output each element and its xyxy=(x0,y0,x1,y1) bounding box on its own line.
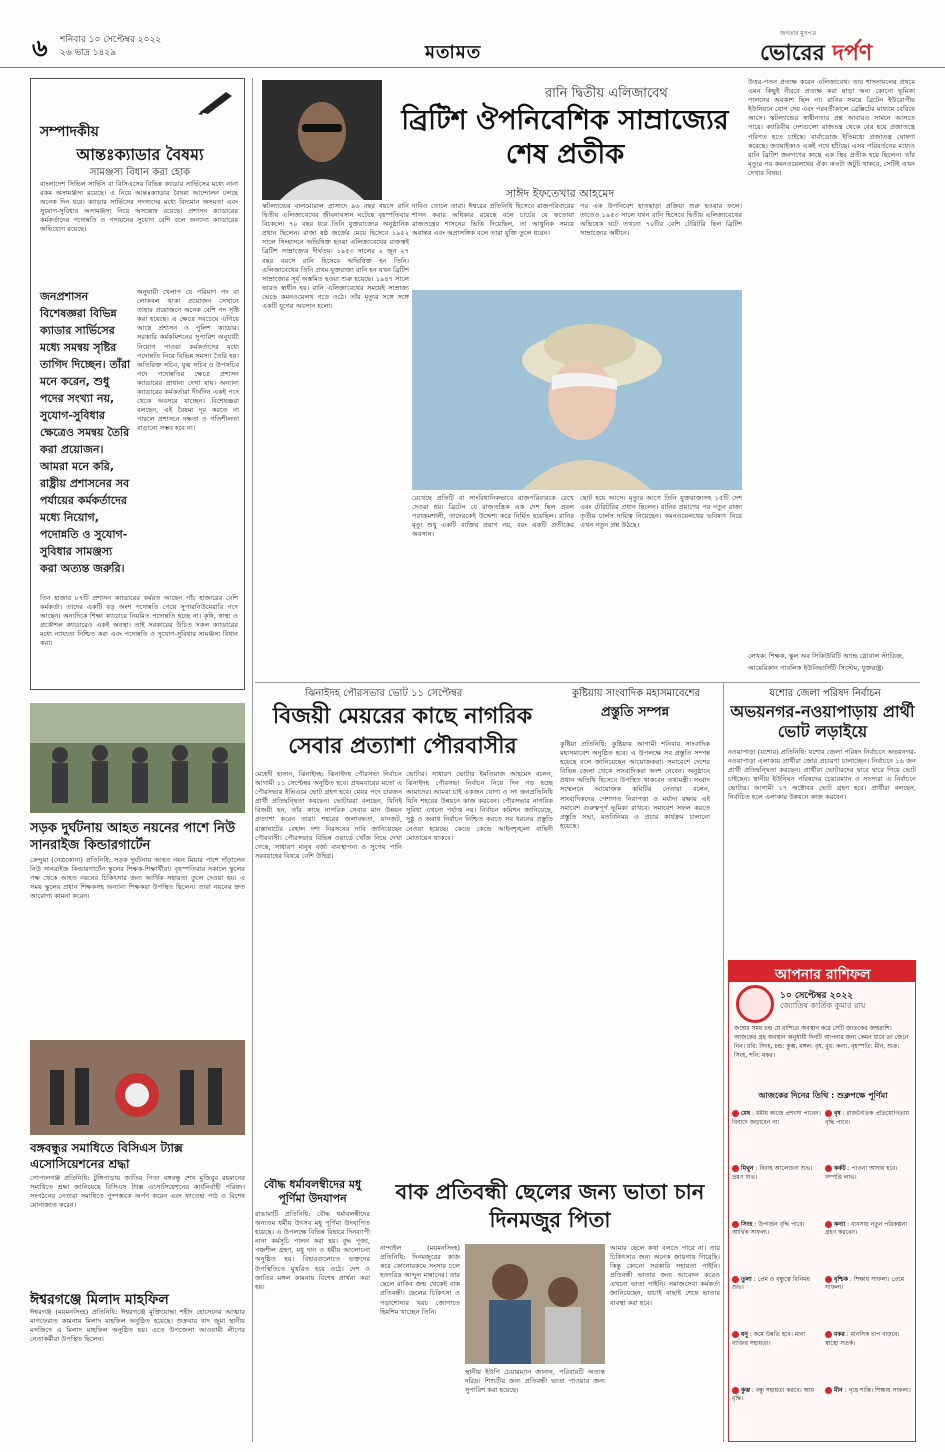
horoscope-sign xyxy=(732,1110,821,1163)
sign-name: তুলা xyxy=(741,1275,752,1283)
zodiac-sign-icon xyxy=(825,1165,832,1172)
buddhist-body: রাঙামাটি প্রতিনিধি: বৌদ্ধ ধর্মাবলম্বীদের অন্যতম ধর্মীয় উৎসব মধু পূর্ণিমা উদযাপিত হয়েছে। এ উপলক্ষে বিভিন্ন বিহারে দিনব্যাপী নানা কর্মসূচি পালন করা হয়। বুদ্ধ পূজা, পঞ্চশীল গ্রহণ, মধু দান ও ধর্মীয় আলোচনা অনুষ্ঠিত হয়। বিহারগুলোতে ভক্তদের উপস্থিতিতে মুখরিত হয়ে ওঠে। দেশ ও জাতির মঙ্গল কামনায় বিশেষ প্রার্থনা করা হয়। xyxy=(255,1210,370,1291)
sign-name: মীন xyxy=(834,1386,843,1394)
tribute-headline: বঙ্গবন্ধুর সমাধিতে বিসিএস ট্যাক্স এসোসিয়েশনের শ্রদ্ধা xyxy=(30,1141,183,1171)
milad-body: ঈশ্বরগঞ্জ (ময়মনসিংহ) প্রতিনিধি: ঈশ্বরগঞ্জে মুক্তিযোদ্ধা শহীদ হোসেনের আত্মার মাগফেরাত কামনায় মিলাদ মাহফিল অনুষ্ঠিত হয়েছে। শুক্রবার বাদ জুমা স্থানীয় মসজিদে এ মিলাদ মাহফিল অনুষ্ঠিত হয়। এতে উপজেলা আওয়ামী লীগের নেতাকর্মীরা উপস্থিত ছিলেন। xyxy=(30,1308,245,1344)
mayor-column: মেহেদী হাসান, ঝিনাইদহ: ঝিনাইদহ পৌরসভা নির্বাচন আগামী ১১ সেপ্টেম্বর অনুষ্ঠিত হবে। প্রথমবারের মতো এ পৌরসভায় ইভিএমে ভোট গ্রহণ হবে। মেয়র পদে চারজন প্রার্থী প্রতিদ্বন্দ্বিতা করছেন। ভোটাররা বলছেন, যিনিই বিজয়ী হন, তাঁর কাছে নাগরিক সেবার মান উন্নয়ন প্রত্যাশা করেন তারা। শহরের জলাবদ্ধতা, যানজট, রাস্তাঘাটের বেহাল দশা নিরসনের দাবি জানিয়েছেন পৌরবাসী। পৌরসভার বিভিন্ন ওয়ার্ডে খোঁজ নিয়ে দেখা গেছে, সাধারণ মানুষ বর্জ্য ব্যবস্থাপনা ও সুপেয় পানি সরবরাহের বিষয়ে বেশি উদ্বিগ্ন। xyxy=(255,770,402,860)
sign-name: মকর xyxy=(834,1331,845,1339)
disabled-column: স্থানীয় ইউপি চেয়ারম্যান জানান, পরিবারটি অত্যন্ত দরিদ্র। শিশুটির জন্য প্রতিবন্ধী ভাতা পাওয়ার জন্য সুপারিশ করা হয়েছে। xyxy=(465,1368,605,1395)
sign-name: সিংহ xyxy=(741,1220,753,1228)
press-body: কুষ্টিয়া প্রতিনিধি: কুষ্টিয়ায় আগামী শনিবার সাংবাদিক মহাসমাবেশ অনুষ্ঠিত হবে। এ উপলক্ষে সব প্রস্তুতি সম্পন্ন হয়েছে বলে জানিয়েছেন আয়োজকরা। সমাবেশে দেশের বিভিন্ন জেলা থেকে সাংবাদিকরা অংশ নেবেন। অনুষ্ঠানে প্রধান অতিথি হিসেবে উপস্থিত থাকবেন তথ্যমন্ত্রী। সংবাদ সম্মেলনে আয়োজক কমিটির নেতারা বলেন, সাংবাদিকদের পেশাগত নিরাপত্তা ও মর্যাদা রক্ষায় এই সমাবেশ গুরুত্বপূর্ণ ভূমিকা রাখবে। সমাবেশ সফল করতে প্রস্তুতি সভা, মতবিনিময় ও প্রচার কার্যক্রম চালানো হয়েছে। xyxy=(560,740,710,830)
sign-name: কুম্ভ xyxy=(741,1386,750,1394)
sign-text: : ব্যবসায় নতুন পরিকল্পনা গ্রহণ করবেন। xyxy=(825,1220,908,1237)
feature-kicker: রানি দ্বিতীয় এলিজাবেথ xyxy=(545,86,668,101)
sign-text: : শিক্ষায় সাফল্য। প্রেমে সাফল্য। xyxy=(825,1275,905,1292)
sign-text: : ধর্মীয় কাজে প্রশংসা পাবেন। বিবাদে জড়াবেন না। xyxy=(732,1110,821,1126)
sign-text: : প্রেম ও বন্ধুত্বে বিনিময় শুভ। xyxy=(732,1275,810,1292)
feature-byline: সাঈদ ইফতেখার আহমেদ xyxy=(505,187,615,200)
feature-column: উত্তর-পতন প্রত্যক্ষ করেন এলিজাবেথ। তার শাসনামলের প্রথমে এমন কিছুই নীরবে প্রত্যক্ষ করা ছাড়া অন্য কোনো ভূমিকা পালনের অবকাশ ছিল না। রানির সময়ে ব্রিটেন ইউরোপীয় ইউনিয়নে যোগ দেয় এবং পরবর্তীকালে ব্রেক্সিটের মাধ্যমে বেরিয়ে আসে। স্কটল্যান্ডের স্বাধীনতার প্রশ্ন আবারও সামনে আসতে পারে। ক্যারিবীয় দেশগুলো রাজতন্ত্র থেকে বের হয়ে প্রজাতন্ত্রে পরিণত হতে চাইছে। বার্বাডোজ ইতিমধ্যে প্রজাতন্ত্র ঘোষণা করেছে। জ্যামাইকাও একই পথে হাঁটছে। এসব পরিবর্তনের মধ্যেও রানি ব্রিটিশ জনগণের কাছে এক স্থির প্রতীক হয়ে ছিলেন। তাঁর মৃত্যুর পর কমনওয়েলথের ঐক্য কতটা অটুট থাকবে, সেটিই এখন দেখার বিষয়। xyxy=(748,78,915,177)
sign-name: ধনু xyxy=(741,1331,748,1339)
horoscope-author: জ্যোতিষ কার্তিক কুমার রায় xyxy=(780,1001,866,1010)
sign-name: বৃষ xyxy=(834,1110,841,1117)
sign-text: : গৃহে শান্তি। শিক্ষায় সাফল্য। xyxy=(842,1386,911,1394)
sign-name: বৃশ্চিক xyxy=(834,1275,849,1283)
horoscope-sign xyxy=(732,1387,821,1440)
horoscope-signs xyxy=(732,1110,914,1440)
zodiac-sign-icon xyxy=(732,1165,739,1172)
horoscope-sign xyxy=(825,1165,914,1218)
horoscope-sign xyxy=(825,1331,914,1384)
horoscope-sign xyxy=(732,1221,821,1274)
queen-portrait-photo xyxy=(412,290,742,490)
editorial-label: সম্পাদকীয় xyxy=(40,124,99,140)
sign-name: মেষ xyxy=(741,1110,751,1117)
press-headline: প্রস্তুতি সম্পন্ন xyxy=(600,705,670,720)
mayor-headline: বিজয়ী মেয়রের কাছে নাগরিক সেবার প্রত্যাশা পৌরবাসীর xyxy=(272,704,533,759)
zodiac-sign-icon xyxy=(825,1331,832,1338)
zila-kicker: যশোর জেলা পরিষদ নির্বাচন xyxy=(769,688,881,699)
zodiac-wheel-icon xyxy=(736,985,774,1023)
sign-name: কর্কট xyxy=(834,1165,846,1173)
zodiac-sign-icon xyxy=(825,1110,832,1117)
horoscope-sign xyxy=(825,1221,914,1274)
zila-headline: অভয়নগর-নওয়াপাড়ায় প্রার্থী ভোট লড়াইয়ে xyxy=(730,702,915,741)
zila-body: নওয়াপাড়া (যশোর) প্রতিনিধি: যশোর জেলা পরিষদ নির্বাচনে অভয়নগর-নওয়াপাড়া এলাকায় প্রার্থীরা জোর প্রচারণা চালাচ্ছেন। নির্বাচনে ১৬ জন প্রার্থী প্রতিদ্বন্দ্বিতা করছেন। প্রার্থীরা ভোটারদের দ্বারে দ্বারে গিয়ে ভোট চাইছেন। স্থানীয় ইউনিয়ন পরিষদের চেয়ারম্যান ও সদস্যরা এ নির্বাচনে ভোটার। আগামী ১৭ অক্টোবর ভোট গ্রহণ হবে। প্রার্থীরা বলছেন, নির্বাচিত হলে এলাকার উন্নয়নে কাজ করবেন। xyxy=(728,748,916,802)
editorial-body-continued: অনুযায়ী খেলাপ যে পরিমাণ পদ বা লোকবল থাকা প্রয়োজন সেখানে তাহার প্রয়োজনে অনেক বেশি পদ সৃষ্টি করা হয়েছে। এ ক্ষেত্রে সবচেয়ে এগিয়ে আছে প্রশাসন ও পুলিশ ক্যাডার। সরকারি কর্মকমিশনের সুপারিশ অনুযায়ী নিয়োগ পাওয়া কর্মকর্তাদের মধ্যে পদোন্নতি নিয়ে বিভিন্ন সমস্যা তৈরি হয়। অতিরিক্ত সচিব, যুগ্ম সচিব ও উপসচিব পদে পদোন্নতির ক্ষেত্রে প্রশাসন ক্যাডারের প্রাধান্য দেখা যায়। অন্যান্য ক্যাডারের কর্মকর্তারা দীর্ঘদিন একই পদে থেকে অবসরে যাচ্ছেন। বিশেষজ্ঞরা বলছেন, এই বৈষম্য দূর করতে না পারলে প্রশাসনে দক্ষতা ও গতিশীলতা বাড়ানো সম্ভব হবে না। xyxy=(137,288,239,433)
tribute-body: গোপালগঞ্জ প্রতিনিধি: টুঙ্গিপাড়ায় জাতির পিতা বঙ্গবন্ধু শেখ মুজিবুর রহমানের সমাধিতে শ্রদ্ধা জানিয়েছে বিসিএস ট্যাক্স এসোসিয়েশনের কার্যনির্বাহী পরিষদ। সংগঠনের নেতারা সমাধিতে পুষ্পস্তবক অর্পণ করেন এবং ফাতেহা পাঠ ও বিশেষ মোনাজাত করেন। xyxy=(30,1174,245,1210)
horoscope-sign xyxy=(825,1110,914,1163)
feature-column: রেখেছে প্রতিটি বা সাংবিধানিকভাবে রাজপরিবারকে রেখে দেওয়া হয়। ব্রিটেন যে রাজতন্ত্রিক এক দেশ ছিল প্রবল পরাক্রমশালী, তাদেরকেই উদ্দেশ্য করে নির্মিত হয়েছিল। রানির মৃত্যু শুধু একটি ব্যক্তির প্রয়াণ নয়, বরং একটি প্রতীকের অবসান। xyxy=(412,494,574,539)
sign-text: : বন্ধু সহায়তা করবে। আয় বৃদ্ধি। xyxy=(732,1386,815,1403)
accident-headline: সড়ক দুর্ঘটনায় আহত নয়নের পাশে নিউ সানরাইজ কিন্ডারগার্টেন xyxy=(30,821,236,853)
brand-kicker: জনতার মুখপত্র xyxy=(780,30,817,37)
editorial-headline: আন্তঃক্যাডার বৈষম্য xyxy=(76,145,204,164)
zodiac-sign-icon xyxy=(825,1221,832,1228)
feature-column: দাবিও তোলে তারা। ঈশ্বরের প্রতিনিধি হিসেবে রাজপরিবারের শাসন করার অধিকার রয়েছে বলে চার্চের যে ফতোয়া রাজতন্ত্রের শাসনের ভিত্তি দিয়েছিল, তা আধুনিক সময়ে অবান্তর এবং অপ্রাসঙ্গিক বলে তারা যুক্তি তুলে ধরেন। xyxy=(412,202,574,238)
disabled-headline: বাক প্রতিবন্ধী ছেলের জন্য ভাতা চান দিনমজুর পিতা xyxy=(395,1180,705,1232)
accident-body: কেন্দুয়া (নেত্রকোনা) প্রতিনিধি: সড়ক দুর্ঘটনায় আহত নয়ন মিয়ার পাশে দাঁড়ালেন নিউ সানরাইজ কিন্ডারগার্টেন স্কুলের শিক্ষক-শিক্ষার্থীরা। বৃহস্পতিবার সকালে স্কুলের পক্ষ থেকে আহত নয়নের চিকিৎসার জন্য আর্থিক সহায়তা তুলে দেওয়া হয়। এ সময় স্কুলের প্রধান শিক্ষকসহ অন্যান্য শিক্ষকরা উপস্থিত ছিলেন। তারা নয়নের দ্রুত আরোগ্য কামনা করেন। xyxy=(30,856,245,901)
tribute-photo xyxy=(30,1040,245,1135)
milad-headline: ঈশ্বরগঞ্জে মিলাদ মাহফিল xyxy=(30,1292,169,1308)
column-divider xyxy=(252,78,253,1442)
horoscope-sign xyxy=(732,1331,821,1384)
horoscope-sign xyxy=(732,1276,821,1329)
mayor-kicker: ঝিনাইদহ পৌরসভার ভোট ১১ সেপ্টেম্বর xyxy=(305,688,463,699)
brand-name-right: দর্পণ xyxy=(832,41,873,66)
issue-date-bengali: ২৬ ভাদ্র ১৪২৯ xyxy=(60,48,117,58)
section-divider xyxy=(255,682,920,683)
section-title: মতামত xyxy=(425,42,482,63)
horoscope-title: আপনার রাশিফল xyxy=(775,967,871,983)
zodiac-sign-icon xyxy=(732,1110,739,1117)
issue-date xyxy=(60,34,161,60)
author-photo xyxy=(262,80,382,200)
boys-photo xyxy=(465,1244,605,1364)
sign-name: কন্যা xyxy=(834,1220,846,1228)
zodiac-sign-icon xyxy=(732,1331,739,1338)
zodiac-sign-icon xyxy=(732,1221,739,1228)
feature-column: স্কটল্যান্ডের বালমোরাল প্রাসাদে ৯৬ বছর বয়সে রানি দ্বিতীয় এলিজাবেথের জীবনাবসান ঘটেছে বৃহস্পতিবার বিকেলে। ৭০ বছর ধরে তিনি যুক্তরাজ্যের অনুষ্ঠানিক প্রধান ছিলেন। রাজা ষষ্ঠ জর্জের মেয়ে হিসেবে ১৯৫২ সালে সিংহাসনে অভিষিক্ত হওয়া এলিজাবেথের রাজত্বই ব্রিটিশ সাম্রাজ্যের দীর্ঘতম। ১৯৫৩ সালের ২ জুন ২৭ বছর বয়সে রানি হিসেবে অভিষিক্ত হন তিনি। এলিজাবেথের তিনি প্রথম যুক্তরাজ্য রানি হন যখন ব্রিটিশ সাম্রাজ্যের সূর্য অস্তমিত হওয়া শুরু হয়েছে। ১৯৪৭ সালে ভারত স্বাধীন হয়। রানি এলিজাবেথের সময়েই সাম্রাজ্য ভেঙে কমনওয়েলথ গড়ে ওঠে। তাঁর মৃত্যুর সঙ্গে সঙ্গে একটি যুগের অবসান হলো। xyxy=(262,202,409,311)
page-number: ৬ xyxy=(32,34,48,62)
sign-text: : বিবাহ আলোচনা শুভ। ভ্রমণ শুভ। xyxy=(732,1165,813,1181)
buddhist-headline: বৌদ্ধ ধর্মাবলম্বীদের মধু পূর্ণিমা উদযাপন xyxy=(263,1178,362,1205)
disabled-column: নান্দাইল (ময়মনসিংহ) প্রতিনিধি: দিনমজুরের কাজ করে কোনোরকমে সংসার চলে হতদরিদ্র আব্দুল মান্নানের। তার ছেলে রাকিব জন্ম থেকেই বাক প্রতিবন্ধী। ছেলের চিকিৎসা ও পড়াশোনার খরচ জোগাতে হিমশিম খাচ্ছেন তিনি। xyxy=(380,1244,460,1316)
press-kicker: কুষ্টিয়ায় সাংবাদিক মহাসমাবেশের xyxy=(571,688,701,699)
disabled-column: আমার ছেলে কথা বলতে পারে না। তার চিকিৎসার জন্য অনেক জায়গায় গিয়েছি। কিন্তু কোনো সরকারি সহায়তা পাইনি। প্রতিবন্ধী ভাতার জন্য আবেদন করেও এখনো ভাতা পাইনি। সমাজসেবা কর্মকর্তা জানিয়েছেন, যাচাই বাছাই শেষে ভাতার ব্যবস্থা করা হবে। xyxy=(610,1244,720,1307)
accident-photo xyxy=(30,703,245,813)
editorial-pullquote: জনপ্রশাসন বিশেষজ্ঞরা বিভিন্ন ক্যাডার সার্ভিসের মধ্যে সমন্বয় সৃষ্টির তাগিদ দিচ্ছেন। তাঁরা মনে করেন, শুধু পদের সংখ্যা নয়, সুযোগ-সুবিধার ক্ষেত্রেও সমন্বয় তৈরি করা প্রয়োজন। আমরা মনে করি, রাষ্ট্রীয় প্রশাসনের সব পর্যায়ের কর্মকর্তাদের মধ্যে নিয়োগ, পদোন্নতি ও সুযোগ-সুবিধার সামঞ্জস্য করা অত্যন্ত জরুরি। xyxy=(40,290,131,575)
zodiac-sign-icon xyxy=(825,1387,832,1394)
brand-logo xyxy=(760,36,872,73)
editorial-subhead: সামঞ্জস্য বিধান করা হোক xyxy=(89,167,191,178)
sign-text: : উপার্জন বৃদ্ধি পাবে। আর্থিক সাফল্য। xyxy=(732,1220,805,1237)
sign-text: : রাজনৈতিক প্রতিযোগিতায় বৃদ্ধি পাবে। xyxy=(825,1110,910,1126)
zodiac-sign-icon xyxy=(732,1276,739,1283)
brand-name-left: ভোরের xyxy=(760,41,833,66)
horoscope-tithi: আজকের দিনের তিথি : শুক্লপক্ষে পূর্ণিমা xyxy=(758,1091,888,1100)
sign-name: মিথুন xyxy=(741,1165,754,1173)
author-credit: লেখক: শিক্ষক, স্কুল অব সিকিউরিটি অ্যান্ড গ্লোবাল স্টাডিজ, আমেরিকান পাবলিক ইউনিভার্সিটি সিস্টেম, যুক্তরাষ্ট্র। xyxy=(748,652,904,672)
zodiac-sign-icon xyxy=(732,1387,739,1394)
fountain-pen-icon xyxy=(196,86,236,116)
horoscope-sign xyxy=(825,1276,914,1329)
sign-text: : মানসিক চাপ বাড়বে। স্বাস্থ্যে সতর্ক। xyxy=(825,1331,900,1347)
column-divider xyxy=(723,682,724,1442)
horoscope-sign xyxy=(825,1387,914,1440)
horoscope-date: ১০ সেপ্টেম্বর ২০২২ xyxy=(780,991,854,1001)
feature-column: পর এক উপনিবেশ হাতছাড়া প্রক্রিয়া শুরু হওয়ার ফলে। তাতেও ১৯৫৩ সালে যখন রানি হিসেবে দ্বিতীয় এলিজাবেথের অভিষেক ঘটে তখনো ৭০টির বেশি টেরিটরি ছিল ব্রিটিশ সাম্রাজ্যের অধীনে। xyxy=(580,202,742,238)
feature-headline: ব্রিটিশ ঔপনিবেশিক সাম্রাজ্যের শেষ প্রতীক xyxy=(401,105,729,170)
feature-column: ছোট হয়ে আসে। মৃত্যুর আগে তিনি যুক্তরাজ্যসহ ১৫টি দেশ এবং টেরিটরির প্রধান ছিলেন। রানির প্রয়াণের পর নতুন রাজা তৃতীয় চার্লস দায়িত্ব নিয়েছেন। কমনওয়েলথের ভবিষ্যৎ নিয়ে এখন নতুন প্রশ্ন উঠছে। xyxy=(580,494,742,530)
mayor-column: ভোটার। সাধারণ ভোটার ইমতিয়াজ আহমেদ বলেন, ঝিনাইদহ পৌরসভা নির্বাচন নিয়ে দিন গড় হচ্ছে আমাদের। আমরা চাই একজন যোগ্য ও সৎ জনপ্রতিনিধি যিনি শহরের উন্নয়নে কাজ করবেন। পৌরসভার নাগরিক সুবিধা এখনো পর্যাপ্ত নয়। নির্বাচন কমিশন জানিয়েছে, সুষ্ঠু ও অবাধ নির্বাচন নিশ্চিত করতে সব ধরনের প্রস্তুতি নেওয়া হয়েছে। কেন্দ্রে কেন্দ্রে আইনশৃঙ্খলা বাহিনী মোতায়েন থাকবে। xyxy=(406,770,553,842)
horoscope-intro: জন্মের সময় চন্দ্র যে রাশিতে অবস্থান করে সেটি জাতকের জন্মরাশি। আজকের গ্রহ অবস্থান অনুযায়ী দিনটি আপনার জন্য কেমন যাবে তা জেনে নিন। রবি: সিংহ, চন্দ্র: কুম্ভ, মঙ্গল: বৃষ, বুধ: কন্যা, বৃহস্পতি: মীন, শুক্র: সিংহ, শনি: মকর। xyxy=(734,1025,909,1059)
horoscope-sign xyxy=(732,1165,821,1218)
sign-text: : পাওনা আদায় হবে। সম্পত্তি লাভ। xyxy=(825,1165,898,1181)
issue-date-gregorian: শনিবার ১০ সেপ্টেম্বর ২০২২ xyxy=(60,35,162,45)
zodiac-sign-icon xyxy=(825,1276,832,1283)
editorial-body-end: তিন হাজার ৮৭টি প্রশাসন ক্যাডারের কর্মরত আছেন পাঁচ হাজারের বেশি কর্মকর্তা। তাদের একটি বড় অংশ পদোন্নতি পেয়ে সুপারনিউমেরারি পদে আছেন। অন্যদিকে শিক্ষা ক্যাডারে নিয়মিত পদোন্নতি হচ্ছে না। কৃষি, স্বাস্থ্য ও প্রকৌশল ক্যাডারেও একই অবস্থা। তাই সরকারের উচিত সকল ক্যাডারের মধ্যে ন্যায্যতা নিশ্চিত করা এবং পদোন্নতি ও সুযোগ-সুবিধার সামঞ্জস্য বিধান করা। xyxy=(40,594,238,648)
editorial-body: বাংলাদেশ সিভিল সার্ভিস বা বিসিএসের বিভিন্ন ক্যাডার সার্ভিসের মধ্যে নানা রকম অসামঞ্জস্য রয়েছে। এ নিয়ে আন্তঃক্যাডার বৈষম্য আন্দোলন চলছে অনেক দিন ধরে। ক্যাডার সার্ভিসের সদস্যদের মধ্যে বিদ্যমান অসমতা এবং সুযোগ-সুবিধার অসামঞ্জস্য নিয়ে অসন্তোষ রয়েছে। প্রশাসন ক্যাডারের কর্মকর্তাদের পদোন্নতি ও পদায়নের সুযোগ বেশি বলে অন্যান্য ক্যাডারের অভিযোগ রয়েছে। xyxy=(40,180,238,234)
sign-text: : কর্মে উন্নতি হবে। মান্য ব্যক্তির সহায়তা। xyxy=(732,1331,806,1347)
